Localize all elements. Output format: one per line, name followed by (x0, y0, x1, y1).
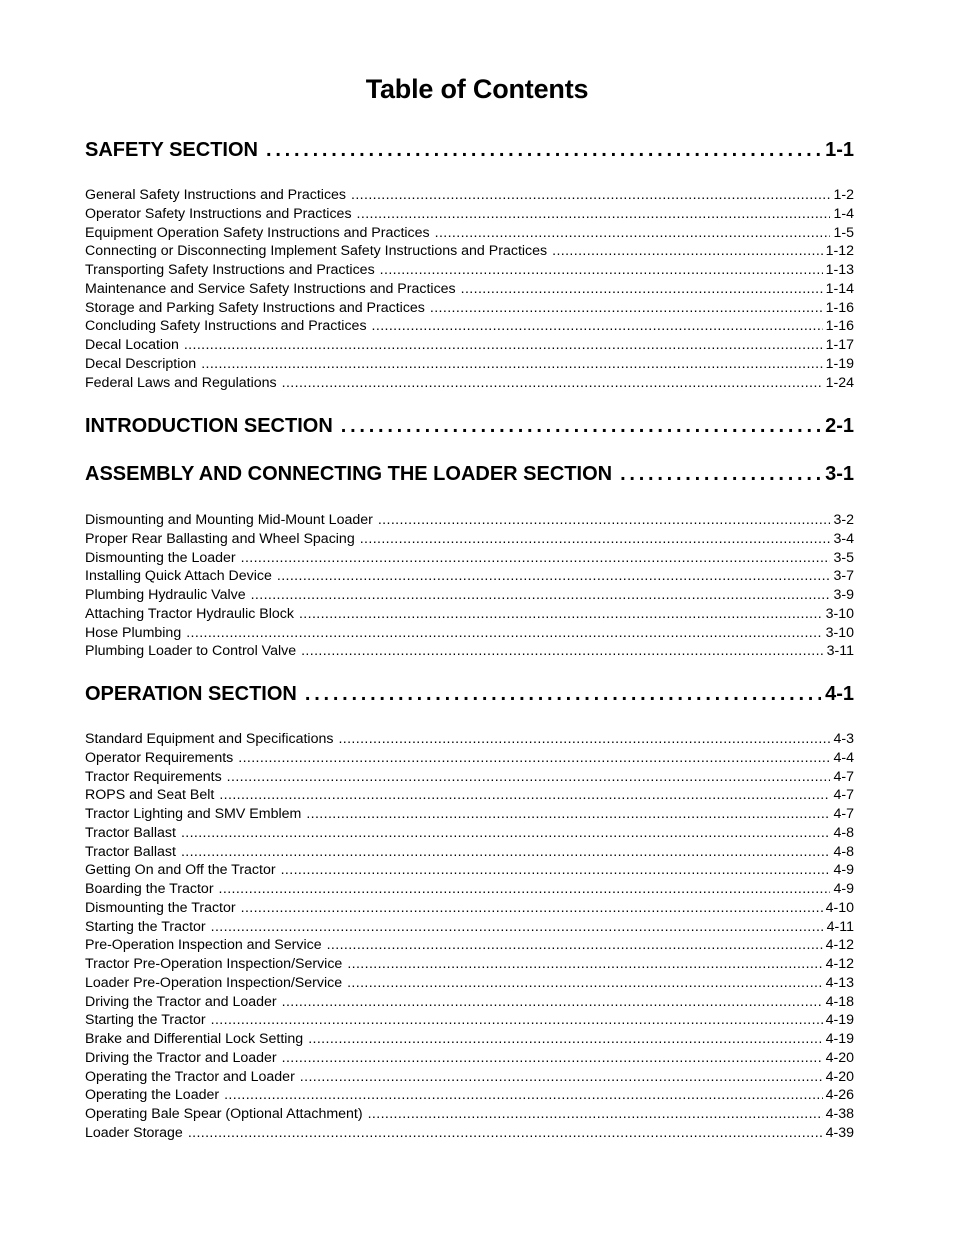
toc-entries-safety (85, 186, 854, 392)
toc-entry[interactable] (85, 899, 854, 918)
entry-label: Standard Equipment and Specifications (85, 731, 334, 747)
toc-entry[interactable] (85, 530, 854, 549)
entry-label: Pre-Operation Inspection and Service (85, 937, 322, 954)
dot-leader (306, 805, 830, 824)
dot-leader (351, 186, 830, 205)
entry-label: Decal Description (85, 355, 197, 372)
toc-section-assembly (85, 460, 854, 488)
toc-entry[interactable] (85, 1124, 854, 1143)
dot-leader (184, 336, 823, 355)
section-heading[interactable] (85, 680, 854, 708)
entry-page-number: 4-7 (833, 787, 854, 804)
dot-leader (368, 1105, 823, 1124)
entry-label: Operating Bale Spear (Optional Attachment) (85, 1106, 363, 1122)
entry-page-number: 3-10 (825, 624, 854, 641)
entry-label: Getting On and Off the Tractor (85, 862, 276, 879)
entry-label: Dismounting and Mounting Mid-Mount Loader (85, 512, 373, 528)
section-title: ASSEMBLY AND CONNECTING THE LOADER SECTION (85, 463, 613, 485)
toc-entry[interactable] (85, 355, 854, 374)
entry-page-number: 4-9 (833, 862, 854, 879)
toc-entry[interactable] (85, 1105, 854, 1124)
dot-leader (241, 899, 823, 918)
entry-page-number: 1-19 (825, 355, 854, 372)
dot-leader (188, 1124, 823, 1143)
entry-page-number: 4-38 (825, 1106, 854, 1122)
toc-entry[interactable] (85, 786, 854, 805)
toc-entry[interactable] (85, 824, 854, 843)
dot-leader (435, 224, 831, 243)
dot-leader (219, 880, 831, 899)
entry-label: Installing Quick Attach Device (85, 568, 272, 585)
section-page-number: 1-1 (825, 139, 854, 161)
entry-page-number: 3-2 (833, 512, 854, 528)
toc-entry[interactable] (85, 280, 854, 299)
dot-leader (211, 1011, 823, 1030)
entry-page-number: 4-8 (833, 824, 854, 841)
toc-entry[interactable] (85, 605, 854, 624)
entry-label: Transporting Safety Instructions and Practices (85, 262, 375, 278)
entry-label: Proper Rear Ballasting and Wheel Spacing (85, 530, 355, 547)
dot-leader (282, 374, 823, 393)
entry-page-number: 4-7 (833, 806, 854, 822)
dot-leader (299, 605, 823, 624)
toc-entry[interactable] (85, 974, 854, 993)
dot-leader (347, 955, 822, 974)
dot-leader (224, 1086, 823, 1105)
dot-leader (219, 786, 830, 805)
toc-entry[interactable] (85, 936, 854, 955)
entry-label: Operating the Tractor and Loader (85, 1068, 295, 1085)
entry-label: Starting the Tractor (85, 918, 206, 935)
toc-entry[interactable] (85, 843, 854, 862)
dot-leader (338, 730, 830, 749)
toc-entry[interactable] (85, 730, 854, 749)
toc-entry[interactable] (85, 186, 854, 205)
entry-label: Dismounting the Tractor (85, 899, 236, 916)
entry-label: ROPS and Seat Belt (85, 787, 215, 804)
section-title: SAFETY SECTION (85, 139, 258, 161)
dot-leader (241, 549, 831, 568)
toc-entry[interactable] (85, 336, 854, 355)
dot-leader (308, 1030, 822, 1049)
entry-page-number: 1-13 (825, 262, 854, 278)
dot-leader (251, 586, 831, 605)
entry-label: Tractor Ballast (85, 843, 176, 860)
dot-leader (266, 136, 821, 164)
toc-entry[interactable] (85, 642, 854, 661)
toc-entry[interactable] (85, 567, 854, 586)
entry-page-number: 4-12 (825, 937, 854, 954)
dot-leader (300, 1068, 823, 1087)
toc-entry[interactable] (85, 993, 854, 1012)
dot-leader (430, 299, 823, 318)
entry-page-number: 4-7 (833, 768, 854, 785)
toc-entry[interactable] (85, 1068, 854, 1087)
entry-page-number: 3-5 (833, 549, 854, 566)
entry-page-number: 4-9 (833, 881, 854, 897)
toc-entry[interactable] (85, 205, 854, 224)
entry-page-number: 4-4 (833, 749, 854, 766)
dot-leader (552, 242, 822, 261)
entry-page-number: 1-12 (825, 243, 854, 260)
entry-label: Maintenance and Service Safety Instructions and Practices (85, 280, 456, 297)
toc-entry[interactable] (85, 261, 854, 280)
section-heading[interactable] (85, 136, 854, 164)
toc-entry[interactable] (85, 749, 854, 768)
entry-page-number: 1-24 (825, 374, 854, 391)
toc-entries-operation (85, 730, 854, 1143)
dot-leader (201, 355, 822, 374)
toc-entry[interactable] (85, 299, 854, 318)
entry-page-number: 4-19 (825, 1031, 854, 1047)
dot-leader (357, 205, 831, 224)
dot-leader (281, 861, 831, 880)
dot-leader (282, 1049, 823, 1068)
entry-page-number: 4-18 (825, 993, 854, 1010)
dot-leader (372, 317, 823, 336)
dot-leader (461, 280, 823, 299)
entry-label: Decal Location (85, 337, 179, 353)
toc-entry[interactable] (85, 918, 854, 937)
entry-label: Loader Storage (85, 1124, 183, 1141)
entry-page-number: 4-12 (825, 956, 854, 972)
entry-page-number: 1-14 (825, 280, 854, 297)
dot-leader (378, 511, 831, 530)
section-page-number: 3-1 (825, 463, 854, 485)
entry-label: Dismounting the Loader (85, 549, 236, 566)
toc-entry[interactable] (85, 1049, 854, 1068)
entry-page-number: 4-26 (825, 1087, 854, 1104)
dot-leader (282, 993, 823, 1012)
entry-label: Equipment Operation Safety Instructions and Practices (85, 224, 430, 241)
toc-entry[interactable] (85, 861, 854, 880)
toc-entry[interactable] (85, 1086, 854, 1105)
entry-page-number: 4-39 (825, 1124, 854, 1141)
toc-entry[interactable] (85, 242, 854, 261)
section-title: INTRODUCTION SECTION (85, 415, 333, 437)
entry-label: Operator Requirements (85, 749, 234, 766)
section-page-number: 4-1 (825, 683, 854, 705)
entry-label: General Safety Instructions and Practices (85, 187, 347, 203)
dot-leader (211, 918, 824, 937)
toc-entry[interactable] (85, 224, 854, 243)
entry-label: Tractor Pre-Operation Inspection/Service (85, 956, 343, 972)
entry-label: Loader Pre-Operation Inspection/Service (85, 974, 343, 991)
entry-page-number: 3-4 (833, 530, 854, 547)
entry-label: Tractor Requirements (85, 768, 222, 785)
dot-leader (327, 936, 823, 955)
dot-leader (341, 412, 821, 440)
entry-label: Storage and Parking Safety Instructions and Practices (85, 299, 425, 316)
section-heading[interactable] (85, 460, 854, 488)
entry-label: Operator Safety Instructions and Practices (85, 205, 352, 222)
dot-leader (238, 749, 830, 768)
toc-entry[interactable] (85, 880, 854, 899)
dot-leader (360, 530, 831, 549)
entry-label: Driving the Tractor and Loader (85, 1049, 277, 1066)
entry-label: Plumbing Hydraulic Valve (85, 587, 246, 603)
toc-entry[interactable] (85, 317, 854, 336)
entry-page-number: 3-7 (833, 568, 854, 585)
toc-entry[interactable] (85, 586, 854, 605)
entry-label: Connecting or Disconnecting Implement Safety Instructions and Practices (85, 243, 548, 260)
toc-section-safety (85, 136, 854, 164)
entry-label: Driving the Tractor and Loader (85, 993, 277, 1010)
dot-leader (301, 642, 824, 661)
entry-page-number: 1-4 (833, 205, 854, 222)
entry-page-number: 3-9 (833, 587, 854, 603)
toc-section-introduction (85, 412, 854, 440)
entry-label: Federal Laws and Regulations (85, 374, 277, 391)
entry-page-number: 3-10 (825, 605, 854, 622)
dot-leader (277, 567, 831, 586)
entry-label: Operating the Loader (85, 1087, 220, 1104)
entry-label: Hose Plumbing (85, 624, 182, 641)
entry-label: Boarding the Tractor (85, 881, 214, 897)
dot-leader (620, 460, 821, 488)
dot-leader (380, 261, 823, 280)
entry-page-number: 4-20 (825, 1049, 854, 1066)
toc-entry[interactable] (85, 1011, 854, 1030)
entry-label: Brake and Differential Lock Setting (85, 1031, 304, 1047)
toc-entries-assembly (85, 511, 854, 661)
dot-leader (186, 624, 822, 643)
entry-page-number: 4-20 (825, 1068, 854, 1085)
entry-label: Tractor Lighting and SMV Emblem (85, 806, 302, 822)
entry-page-number: 1-17 (825, 337, 854, 353)
entry-page-number: 4-11 (826, 918, 854, 935)
toc-entry[interactable] (85, 768, 854, 787)
entry-page-number: 4-13 (825, 974, 854, 991)
toc-entry[interactable] (85, 955, 854, 974)
entry-label: Concluding Safety Instructions and Practices (85, 318, 367, 335)
dot-leader (347, 974, 823, 993)
dot-leader (181, 824, 831, 843)
entry-label: Plumbing Loader to Control Valve (85, 643, 297, 660)
toc-entry[interactable] (85, 805, 854, 824)
dot-leader (305, 680, 821, 708)
entry-page-number: 4-3 (833, 731, 854, 747)
toc-section-operation (85, 680, 854, 708)
dot-leader (227, 768, 831, 787)
entry-page-number: 1-16 (825, 318, 854, 335)
page-title: Table of Contents (365, 74, 589, 104)
toc-entry[interactable] (85, 374, 854, 393)
entry-page-number: 1-16 (825, 299, 854, 316)
section-heading[interactable] (85, 412, 854, 440)
toc-entry[interactable] (85, 511, 854, 530)
entry-label: Starting the Tractor (85, 1012, 206, 1029)
entry-page-number: 4-8 (833, 843, 854, 860)
toc-entry[interactable] (85, 549, 854, 568)
section-title: OPERATION SECTION (85, 683, 297, 705)
entry-label: Attaching Tractor Hydraulic Block (85, 605, 294, 622)
entry-label: Tractor Ballast (85, 824, 176, 841)
toc-entry[interactable] (85, 624, 854, 643)
entry-page-number: 1-2 (833, 187, 854, 203)
entry-page-number: 3-11 (826, 643, 854, 660)
dot-leader (181, 843, 831, 862)
section-page-number: 2-1 (825, 415, 854, 437)
entry-page-number: 4-19 (825, 1012, 854, 1029)
toc-entry[interactable] (85, 1030, 854, 1049)
entry-page-number: 4-10 (825, 899, 854, 916)
entry-page-number: 1-5 (833, 224, 854, 241)
